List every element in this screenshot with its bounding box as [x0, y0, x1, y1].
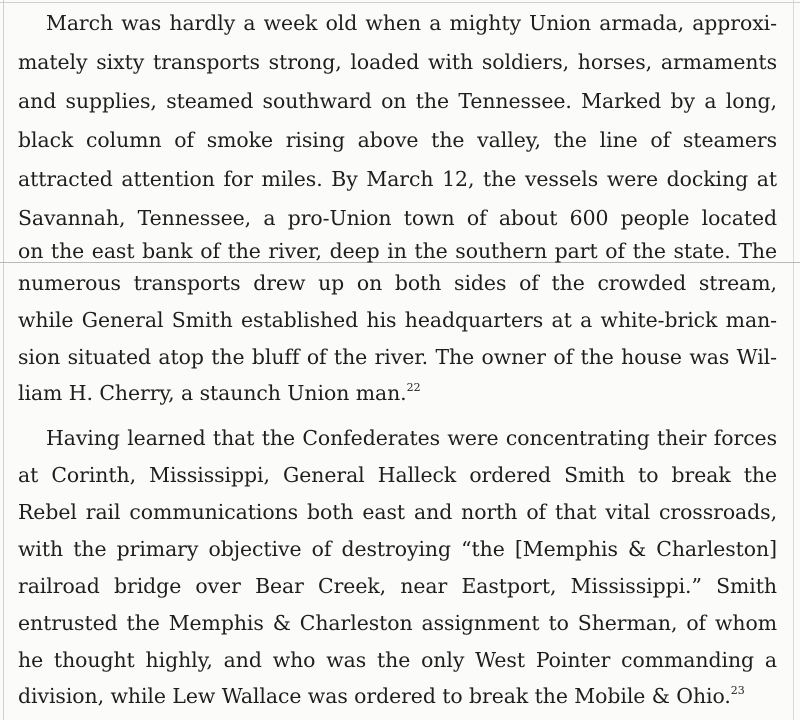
- text-line: mately sixty transports strong, loaded with soldiers, horses, armaments: [18, 50, 777, 74]
- text-line: Having learned that the Confederates were concentrating their forces: [46, 426, 777, 450]
- text-line: numerous transports drew up on both sides of the crowded stream,: [18, 271, 777, 295]
- scan-edge-right: [793, 0, 794, 720]
- text-line: with the primary objective of destroying “the [Memphis & Charleston]: [18, 537, 777, 561]
- footnote-marker[interactable]: 22: [406, 381, 421, 394]
- text-line: at Corinth, Mississippi, General Halleck ordered Smith to break the: [18, 463, 777, 487]
- text-line-last: [18, 681, 745, 711]
- text-line: sion situated atop the bluff of the river. The owner of the house was Wil-: [18, 345, 777, 369]
- text-line-last: [18, 378, 421, 408]
- text-line: he thought highly, and who was the only West Pointer commanding a: [18, 648, 777, 672]
- text-line: March was hardly a week old when a mighty Union armada, approxi-: [46, 11, 777, 35]
- text-line: and supplies, steamed southward on the Tennessee. Marked by a long,: [18, 89, 777, 113]
- text-line: Rebel rail communications both east and north of that vital crossroads,: [18, 500, 777, 524]
- text-line: on the east bank of the river, deep in the southern part of the state. The: [18, 239, 777, 263]
- text-line: railroad bridge over Bear Creek, near Eastport, Mississippi.” Smith: [18, 574, 777, 598]
- scan-edge-left: [3, 0, 4, 720]
- text-line: entrusted the Memphis & Charleston assignment to Sherman, of whom: [18, 611, 777, 635]
- text-line: black column of smoke rising above the valley, the line of steamers: [18, 128, 777, 152]
- text-line: attracted attention for miles. By March 12, the vessels were docking at: [18, 167, 777, 191]
- text-line: Savannah, Tennessee, a pro-Union town of about 600 people located: [18, 206, 777, 230]
- footnote-marker[interactable]: 23: [730, 684, 745, 697]
- line-text: liam H. Cherry, a staunch Union man.: [18, 381, 407, 405]
- scan-edge-top: [0, 2, 800, 3]
- text-line: while General Smith established his headquarters at a white-brick man-: [18, 308, 777, 332]
- line-text: division, while Lew Wallace was ordered to break the Mobile & Ohio.: [18, 684, 731, 708]
